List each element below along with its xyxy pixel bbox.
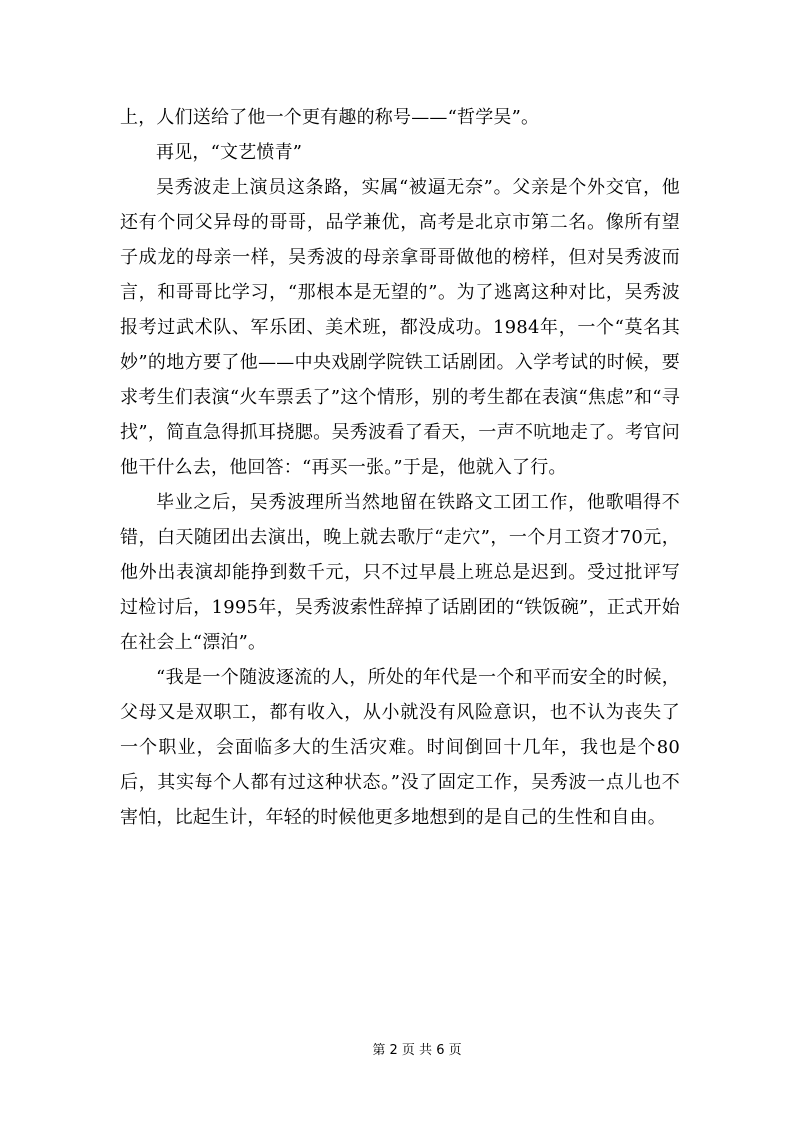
- paragraph: “我是一个随波逐流的人，所处的年代是一个和平而安全的时候，父母又是双职工，都有收入，从小就没有风险意识，也不认为丧失了一个职业，会面临多大的生活灾难。时间倒回十几年，我也是个80后，其实每个人都有过这种状态。”没了固定工作，吴秀波一点儿也不害怕，比起生计，年轻的时候他更多地想到的是自己的生性和自由。: [120, 667, 680, 828]
- body-text: [120, 100, 680, 835]
- page-number: 第 2 页 共 6 页: [372, 1043, 462, 1058]
- paragraph-continuation: 上，人们送给了他一个更有趣的称号——“哲学吴”。: [120, 107, 540, 128]
- paragraph: 吴秀波走上演员这条路，实属“被逼无奈”。父亲是个外交官，他还有个同父异母的哥哥，品学兼优，高考是北京市第二名。像所有望子成龙的母亲一样，吴秀波的母亲拿哥哥做他的榜样，但对吴秀波而言，和哥哥比学习，“那根本是无望的”。为了逃离这种对比，吴秀波报考过武术队、军乐团、美术班，都没成功。1984年，一个“莫名其妙”的地方要了他——中央戏剧学院铁工话剧团。入学考试的时候，要求考生们表演“火车票丢了”这个情形，别的考生都在表演“焦虑”和“寻找”，简直急得抓耳挠腮。吴秀波看了看天，一声不吭地走了。考官问他干什么去，他回答：“再买一张。”于是，他就入了行。: [120, 177, 680, 478]
- paragraph: 毕业之后，吴秀波理所当然地留在铁路文工团工作，他歌唱得不错，白天随团出去演出，晚上就去歌厅“走穴”，一个月工资才70元，他外出表演却能挣到数千元，只不过早晨上班总是迟到。受过批评写过检讨后，1995年，吴秀波索性辞掉了话剧团的“铁饭碗”，正式开始在社会上“漂泊”。: [120, 492, 680, 653]
- section-heading: 再见，“文艺愤青”: [156, 142, 303, 163]
